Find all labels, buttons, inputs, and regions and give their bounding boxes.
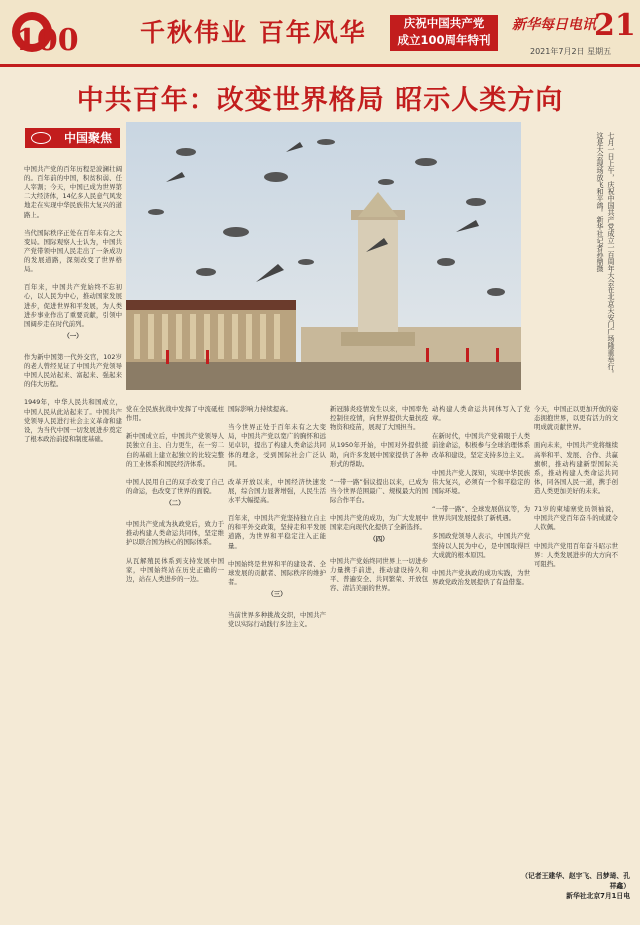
body-text: 当前世界多种挑战交织，中国共产党以实际行动践行多边主义。 bbox=[228, 611, 326, 629]
photo-caption: 七月一日上午，庆祝中国共产党成立一百周年大会在北京天安门广场隆重举行。这是大会现场放飞和平鸽。新华社记者孙鼎摄 bbox=[596, 132, 615, 377]
section-heading-1: （一） bbox=[63, 331, 83, 340]
body-text: 动构建人类命运共同体写入了党章。 在新时代，中国共产党着眼于人类前途命运，积极参与全球治理体系改革和建设，坚定支持多边主义。 中国共产党人深知，实现中华民族伟大复兴，必须有一个和平稳定的国际环境。 “一带一路”、全球发展倡议等，为世界共同发展提供了新机遇。 多国政党领导人表示，中国共产党坚持以人民为中心，是中国取得巨大成就的根本原因。 中国共产党执政的成功实践，为世界政党政治发展提供了有益借鉴。 bbox=[432, 405, 530, 586]
body-text: 今天，中国正以更加开放的姿态拥抱世界，以更有活力的文明成就贡献世界。 面向未来，中国共产党将继续高举和平、发展、合作、共赢旗帜，推动构建新型国际关系，推动构建人类命运共同体，同各国人民一道，携手创造人类更加美好的未来。 71岁的柬埔寨党员领袖说，中国共产党百年奋斗的成就令人钦佩。 中国共产党用百年奋斗昭示世界：人类发展进步的大方向不可阻挡。 bbox=[534, 405, 618, 568]
special-line-1: 庆祝中国共产党 bbox=[403, 16, 485, 30]
body-text: 中国共产党的百年历程是波澜壮阔的。百年前的中国，积贫积弱、任人宰割；今天，中国已成为世界第二大经济体，14亿多人民意气风发地走在实现中华民族伟大复兴的道路上。 当代国际秩序正处在百年未有之大变局。国际观察人士认为，中国共产党带领中国人民走出了一条成功的发展道路，深刻改变了世界格局。 百年来，中国共产党始终不忘初心，以人民为中心，推动国家发展进步，促进世界和平发展，为人类进步事业作出了重要贡献，引领中国阔步走在时代前列。 bbox=[24, 165, 122, 328]
article-column-5 bbox=[432, 396, 530, 896]
section-heading-2: （二） bbox=[165, 499, 185, 508]
article-column-4 bbox=[330, 396, 428, 896]
section-tag bbox=[25, 128, 120, 148]
page-number: 21 bbox=[594, 8, 636, 43]
anniversary-logo bbox=[10, 4, 96, 60]
section-tag-label: 中国聚焦 bbox=[63, 131, 112, 145]
issue-date: 2021年7月2日 星期五 bbox=[530, 47, 612, 56]
brand-name: 新华每日电讯 bbox=[512, 17, 596, 33]
article-column-1 bbox=[24, 156, 122, 896]
logo-number: 100 bbox=[16, 23, 79, 58]
article-column-2 bbox=[126, 396, 224, 896]
section-heading-3: （三） bbox=[267, 589, 287, 598]
byline-dateline: 新华社北京7月1日电 bbox=[566, 892, 630, 900]
byline-reporters: （记者王建华、赵宇飞、吕梦琦、孔祥鑫） bbox=[521, 872, 630, 890]
article-byline bbox=[520, 871, 630, 901]
article-column-3 bbox=[228, 396, 326, 896]
globe-icon bbox=[31, 132, 51, 144]
body-text: 国际影响力持续提高。 当今世界正处于百年未有之大变局，中国共产党以宽广的胸怀和远见卓识，提出了构建人类命运共同体的理念，受到国际社会广泛认同。 改革开放以来，中国经济快速发展，综合国力显著增强，人民生活水平大幅提高。 百年来，中国共产党坚持独立自主的和平外交政策，坚持走和平发展道路，为世界和平稳定注入正能量。 中国始终是世界和平的建设者、全球发展的贡献者、国际秩序的维护者。 bbox=[228, 405, 326, 586]
body-text: 作为新中国第一代外交官，102岁的老人曾经见证了中国共产党领导中国人民站起来、富起来、强起来的伟大历程。 1949年，中华人民共和国成立，中国人民从此站起来了。中国共产党领导人民进行社会主义革命和建设，为当代中国一切发展进步奠定了根本政治前提和制度基础。 bbox=[24, 352, 122, 443]
body-text: 中国共产党始终同世界上一切进步力量携手前进，推动建设持久和平、普遍安全、共同繁荣、开放包容、清洁美丽的世界。 bbox=[330, 556, 428, 592]
body-text: 新冠肺炎疫情发生以来，中国率先控制住疫情，向世界提供大量抗疫物资和疫苗，展现了大国担当。 从1950年开始，中国对外提供援助，向许多发展中国家提供了各种形式的帮助。 “一带一路”倡议提出以来，已成为当今世界范围最广、规模最大的国际合作平台。 中国共产党的成功，为广大发展中国家走向现代化提供了全新选择。 bbox=[330, 405, 428, 532]
page-title: 中共百年：改变世界格局 昭示人类方向 bbox=[76, 85, 564, 116]
masthead-banner bbox=[0, 0, 640, 67]
tiananmen-doves-photo bbox=[126, 122, 521, 390]
slogan: 千秋伟业 百年风华 bbox=[140, 18, 367, 47]
body-text: 党在全民族抗战中发挥了中流砥柱作用。 新中国成立后，中国共产党领导人民独立自主、自力更生，在一穷二白的基础上建立起独立的比较完整的工业体系和国民经济体系。 中国人民用自己的双手改变了自己的命运，也改变了世界的面貌。 bbox=[126, 405, 224, 495]
special-issue-box bbox=[390, 15, 498, 51]
article-column-6 bbox=[534, 396, 618, 866]
section-heading-4: （四） bbox=[369, 535, 389, 544]
special-line-2: 成立100周年特刊 bbox=[397, 33, 491, 47]
body-text: 中国共产党成为执政党后，致力于推动构建人类命运共同体，坚定维护以联合国为核心的国际体系。 从瓦解殖民体系到支持发展中国家，中国始终站在历史正确的一边，站在人类进步的一边。 bbox=[126, 520, 224, 583]
